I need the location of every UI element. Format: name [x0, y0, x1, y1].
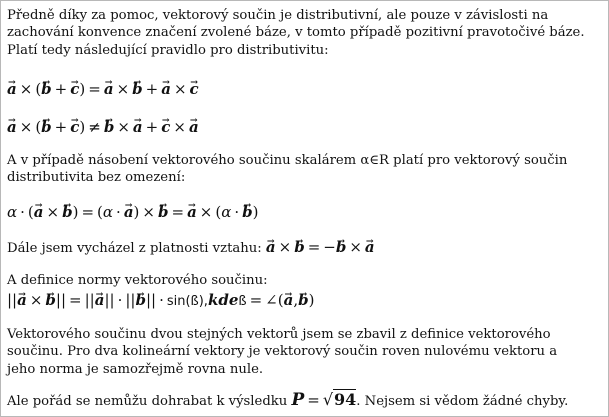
text-line: součinu. Pro dva kolineární vektory je vektorový součin roven nulovému vektoru a: [7, 344, 558, 360]
text-line: Dále jsem vycházel z platnosti vztahu:: [7, 241, 262, 256]
text-line: . Nejsem si vědom žádné chyby.: [356, 394, 569, 409]
anticommutative-line: Dále jsem vycházel z platnosti vztahu: → a ×→ b = −→ b ×→ a: [7, 239, 604, 257]
equation-not-equal: → a × (→ b +→ c) ≠→ b ×→ a +→ c ×→ a: [7, 117, 604, 137]
result-line: Ale pořád se nemůžu dohrabat k výsledku P = √94. Nejsem si vědom žádné chyby.: [7, 390, 569, 410]
text-line: jeho norma je samozřejmě rovna nule.: [7, 361, 264, 377]
equation-scalar: α · (→ a ×→ b) = (α ·→ a) ×→ b =→ a × (α ·→ b): [7, 202, 604, 222]
result-variable: P: [291, 390, 305, 410]
text-line: Předně díky za pomoc, vektorový součin je distributivní, ale pouze v závislosti na: [7, 8, 549, 23]
text-line: Ale pořád se nemůžu dohrabat k výsledku: [7, 394, 288, 409]
collinear-paragraph: [7, 326, 604, 378]
text-line: Platí tedy následující pravidlo pro distributivitu:: [7, 42, 329, 58]
text-line: Vektorového součinu dvou stejných vektorů jsem se zbavil z definice vektorového: [7, 327, 551, 342]
text-line: A v případě násobení vektorového součinu skalárem α∈R platí pro vektorový součin: [7, 153, 568, 168]
norm-definition: A definice normy vektorového součinu: ||→ a ×→ b|| = ||→ a|| · ||→ b|| · sin(ß),kdeß = ∠(→ a,→ b): [7, 272, 604, 312]
text-line: zachování konvence značení zvolené báze, v tomto případě pozitivní pravotočivé báze.: [7, 25, 585, 41]
text-line: A definice normy vektorového součinu:: [7, 273, 268, 288]
intro-paragraph: [7, 7, 604, 59]
equation-distributive: → a × (→ b +→ c) =→ a ×→ b +→ a ×→ c: [7, 79, 604, 99]
scalar-paragraph: [7, 152, 604, 187]
result-value: 94: [334, 390, 357, 409]
text-line: distributivita bez omezení:: [7, 170, 186, 186]
